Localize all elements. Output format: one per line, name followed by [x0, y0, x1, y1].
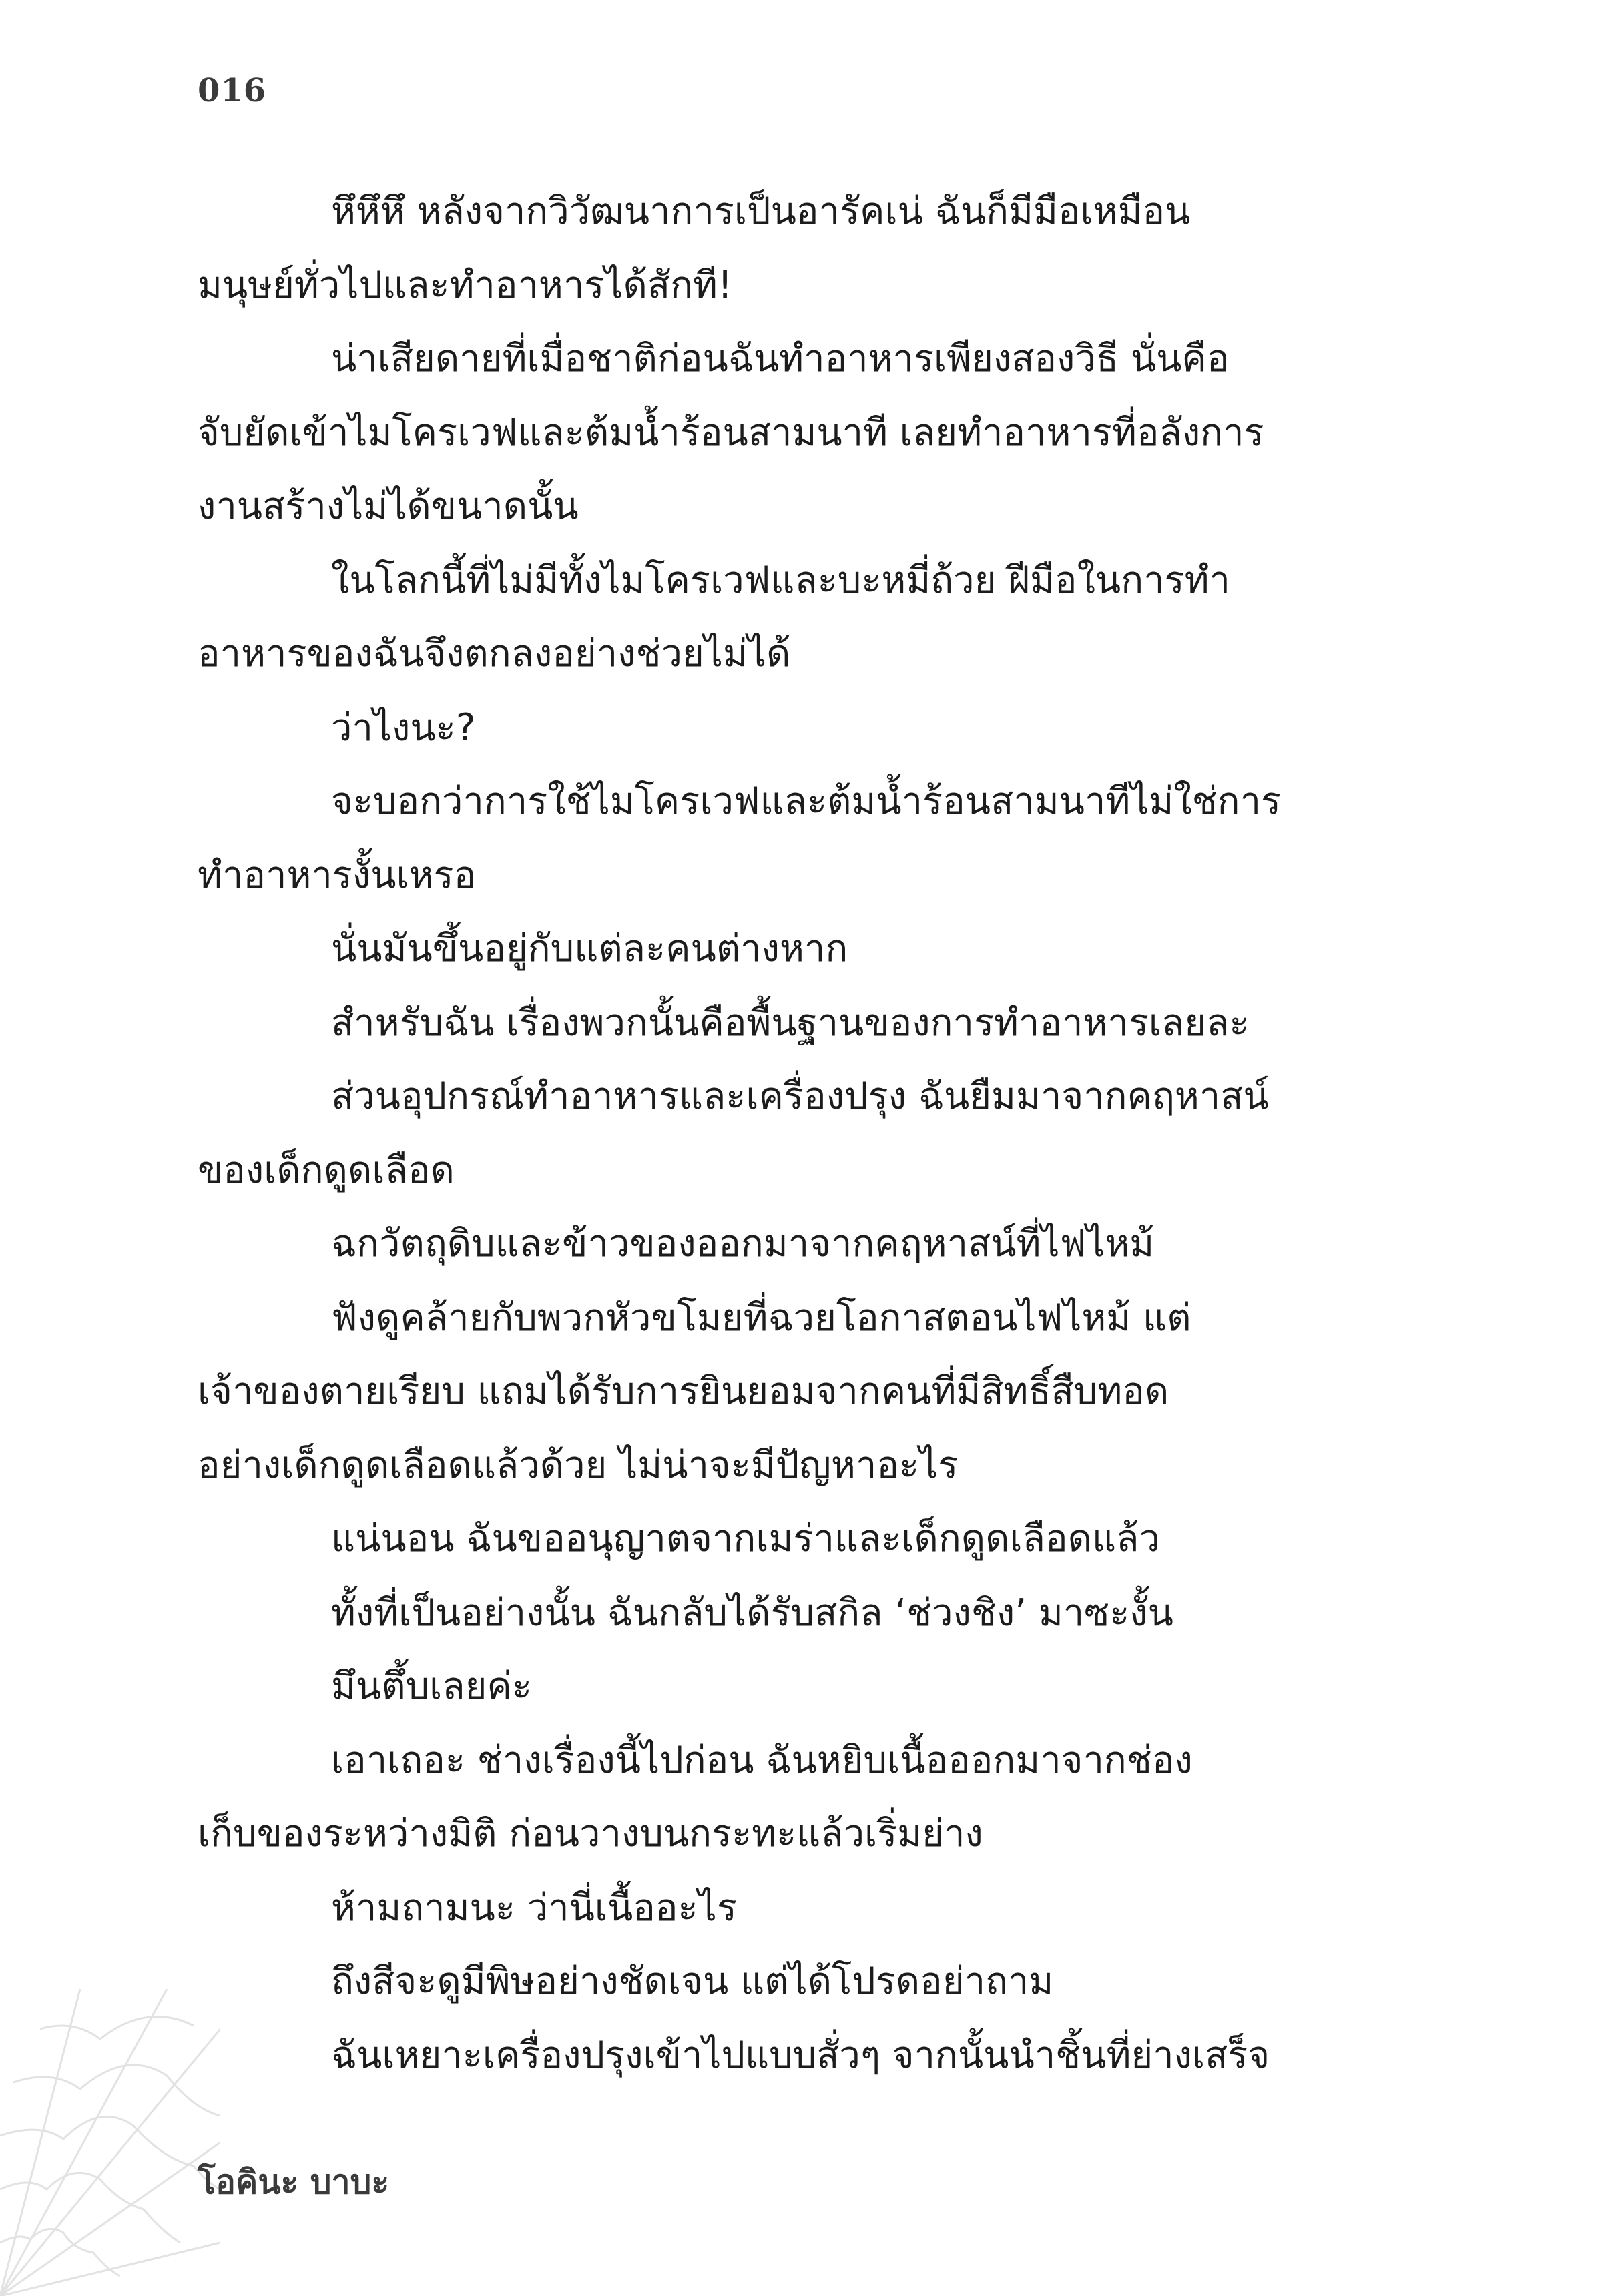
- paragraph: [198, 544, 1404, 691]
- text-line: แน่นอน ฉันขออนุญาตจากเมร่าและเด็กดูดเลือดแล้ว: [331, 1517, 1160, 1560]
- spider-web-icon: [0, 1989, 220, 2296]
- text-line: ส่วนอุปกรณ์ทำอาหารและเครื่องปรุง ฉันยืมมาจากคฤหาสน์: [331, 1075, 1269, 1118]
- text-line: งานสร้างไม่ได้ขนาดนั้น: [198, 485, 579, 528]
- paragraph: [198, 2019, 1404, 2093]
- page-number: 016: [198, 72, 267, 109]
- text-line: หึหึหึ หลังจากวิวัฒนาการเป็นอารัคเน่ ฉันก็มีมือเหมือน: [331, 190, 1191, 233]
- text-line: จะบอกว่าการใช้ไมโครเวฟและต้มน้ำร้อนสามนาทีไม่ใช่การ: [331, 780, 1282, 823]
- text-line: มึนตึ้บเลยค่ะ: [331, 1665, 532, 1708]
- text-line: เก็บของระหว่างมิติ ก่อนวางบนกระทะแล้วเริ่มย่าง: [198, 1812, 983, 1855]
- text-line: จับยัดเข้าไมโครเวฟและต้มน้ำร้อนสามนาที เลยทำอาหารที่อลังการ: [198, 410, 1264, 455]
- paragraph: [198, 1945, 1404, 2019]
- text-line: น่าเสียดายที่เมื่อชาติก่อนฉันทำอาหารเพียงสองวิธี นั่นคือ: [331, 337, 1230, 380]
- text-line: มนุษย์ทั่วไปและทำอาหารได้สักที!: [198, 263, 733, 307]
- text-line: ฉันเหยาะเครื่องปรุงเข้าไปแบบสั่วๆ จากนั้นนำชิ้นที่ย่างเสร็จ: [331, 2033, 1270, 2077]
- paragraph: [198, 986, 1404, 1061]
- text-line: ห้ามถามนะ ว่านี่เนื้ออะไร: [331, 1886, 737, 1930]
- text-line: ถึงสีจะดูมีพิษอย่างชัดเจน แต่ได้โปรดอย่าถาม: [331, 1960, 1054, 2003]
- paragraph: [198, 1872, 1404, 1946]
- text-line: ทั้งที่เป็นอย่างนั้น ฉันกลับได้รับสกิล ‘ช่วงชิง’ มาซะงั้น: [331, 1591, 1173, 1635]
- text-line: สำหรับฉัน เรื่องพวกนั้นคือพื้นฐานของการทำอาหารเลยละ: [331, 1000, 1250, 1045]
- text-line: ฉกวัตถุดิบและข้าวของออกมาจากคฤหาสน์ที่ไฟไหม้: [331, 1222, 1155, 1265]
- text-line: อาหารของฉันจึงตกลงอย่างช่วยไม่ได้: [198, 632, 791, 675]
- paragraph: [198, 1281, 1404, 1503]
- text-line: ฟังดูคล้ายกับพวกหัวขโมยที่ฉวยโอกาสตอนไฟไหม้ แต่: [331, 1296, 1191, 1340]
- paragraph: [198, 1060, 1404, 1207]
- footer-title: โอคินะ บาบะ: [198, 2163, 390, 2201]
- text-line: ทำอาหารงั้นเหรอ: [198, 853, 477, 897]
- body-text: [198, 175, 1404, 2092]
- paragraph: [198, 765, 1404, 912]
- text-line: ว่าไงนะ?: [331, 705, 476, 750]
- paragraph: [198, 1724, 1404, 1872]
- paragraph: [198, 1650, 1404, 1724]
- paragraph: [198, 912, 1404, 986]
- text-line: นั่นมันขึ้นอยู่กับแต่ละคนต่างหาก: [331, 927, 848, 970]
- text-line: เอาเถอะ ช่างเรื่องนี้ไปก่อน ฉันหยิบเนื้อออกมาจากช่อง: [331, 1738, 1193, 1782]
- text-line: เจ้าของตายเรียบ แถมได้รับการยินยอมจากคนที่มีสิทธิ์สืบทอด: [198, 1370, 1169, 1413]
- paragraph: [198, 1502, 1404, 1576]
- paragraph: [198, 322, 1404, 544]
- paragraph: [198, 1207, 1404, 1281]
- paragraph: [198, 691, 1404, 766]
- paragraph: [198, 1576, 1404, 1651]
- text-line: ของเด็กดูดเลือด: [198, 1148, 455, 1192]
- paragraph: [198, 175, 1404, 322]
- text-line: อย่างเด็กดูดเลือดแล้วด้วย ไม่น่าจะมีปัญหาอะไร: [198, 1443, 959, 1487]
- text-line: ในโลกนี้ที่ไม่มีทั้งไมโครเวฟและบะหมี่ถ้วย ฝีมือในการทำ: [331, 558, 1230, 602]
